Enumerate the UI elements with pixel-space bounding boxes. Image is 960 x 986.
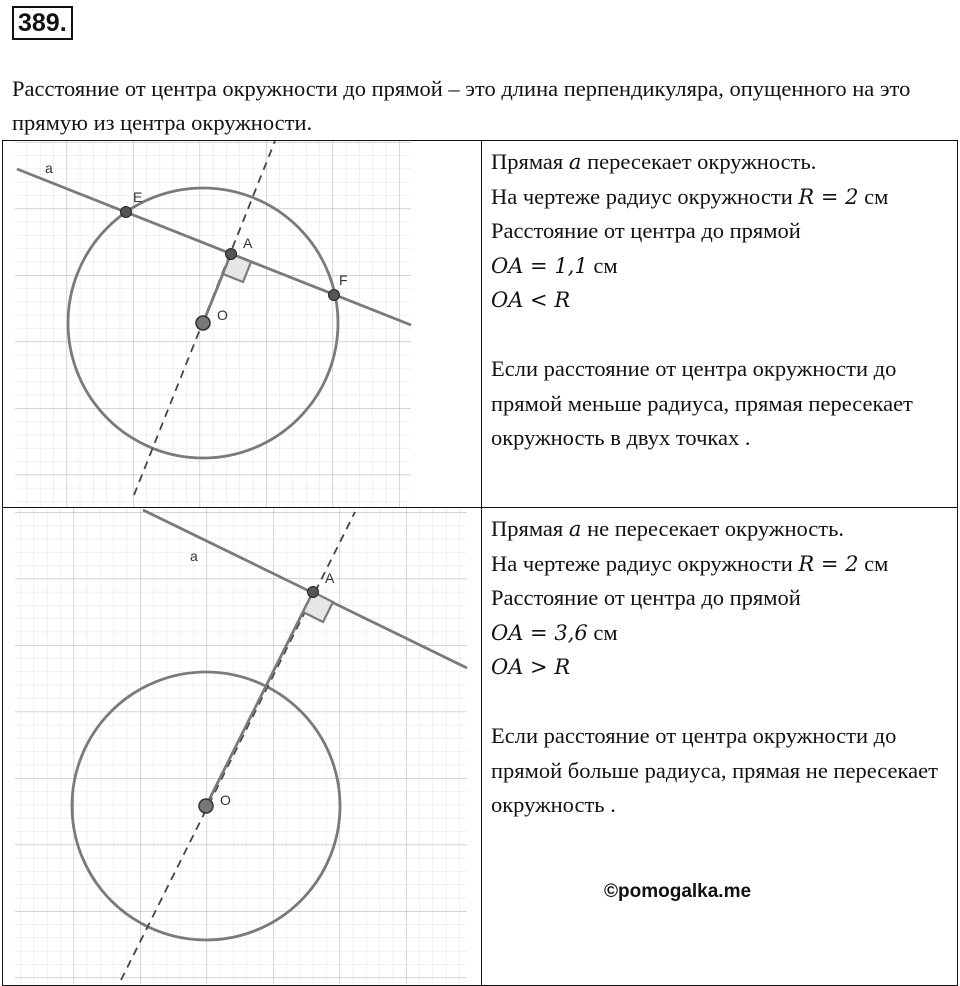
compare-line [491,650,951,685]
statement-pre: Прямая [491,516,569,541]
watermark: ©pomogalka.me [604,880,752,902]
label-a: A [325,570,335,586]
figure-cell-intersect [3,141,482,508]
radius-label: На чертеже радиус окружности [491,550,799,576]
text-cell-no-intersect [482,508,958,986]
oa-line [491,616,951,651]
distance-label: Расстояние от центра до прямой [491,585,801,610]
oa-math: OA = 3,6 [491,620,588,645]
label-f: F [339,272,348,288]
point-a [226,249,237,260]
figure-intersect [3,141,481,507]
label-o: O [220,792,231,808]
line-variable: a [568,150,582,174]
radius-line [491,180,951,215]
problem-number: 389. [12,6,73,40]
figure-no-intersect [3,508,481,984]
radius-line [491,547,951,582]
conclusion-text: Если расстояние от центра окружности до прямой больше радиуса, прямая не пересекает окружность . [491,723,938,817]
compare-math: OA > R [491,655,571,679]
statement-pre: Прямая [491,149,569,174]
oa-math: OA = 1,1 [491,253,588,278]
oa-line [491,249,951,284]
radius-math: R = 2 [798,184,859,209]
conclusion-text: Если расстояние от центра окружности до прямой меньше радиуса, прямая пересекает окружность в двух точках . [491,356,913,450]
oa-unit: см [587,619,618,645]
label-a-line: a [190,548,198,564]
label-a: A [243,235,253,251]
label-a-line: a [45,160,53,176]
solution-table [2,140,958,986]
label-o: O [217,307,228,323]
radius-unit: см [858,183,889,209]
statement-post: не пересекает окружность. [581,516,844,541]
point-a [308,587,319,598]
distance-label: Расстояние от центра до прямой [491,218,801,243]
statement-post: пересекает окружность. [581,149,817,174]
point-o [199,799,213,813]
point-f [329,290,340,301]
compare-math: OA < R [491,288,571,312]
radius-label: На чертеже радиус окружности [491,183,799,209]
intro-text: Расстояние от центра окружности до прямой – это длина перпендикуляра, опущенного на это прямую из центра окружности. [12,76,911,135]
radius-unit: см [858,550,889,576]
point-e [121,207,132,218]
oa-unit: см [587,252,618,278]
statement-line [491,512,951,547]
statement-line [491,145,951,180]
figure-cell-no-intersect [3,508,482,986]
compare-line [491,283,951,318]
line-variable: a [568,517,582,541]
label-e: E [133,189,143,205]
text-cell-intersect [482,141,958,508]
table-row [3,508,958,986]
point-o [196,316,210,330]
table-row [3,141,958,508]
radius-math: R = 2 [798,551,859,576]
